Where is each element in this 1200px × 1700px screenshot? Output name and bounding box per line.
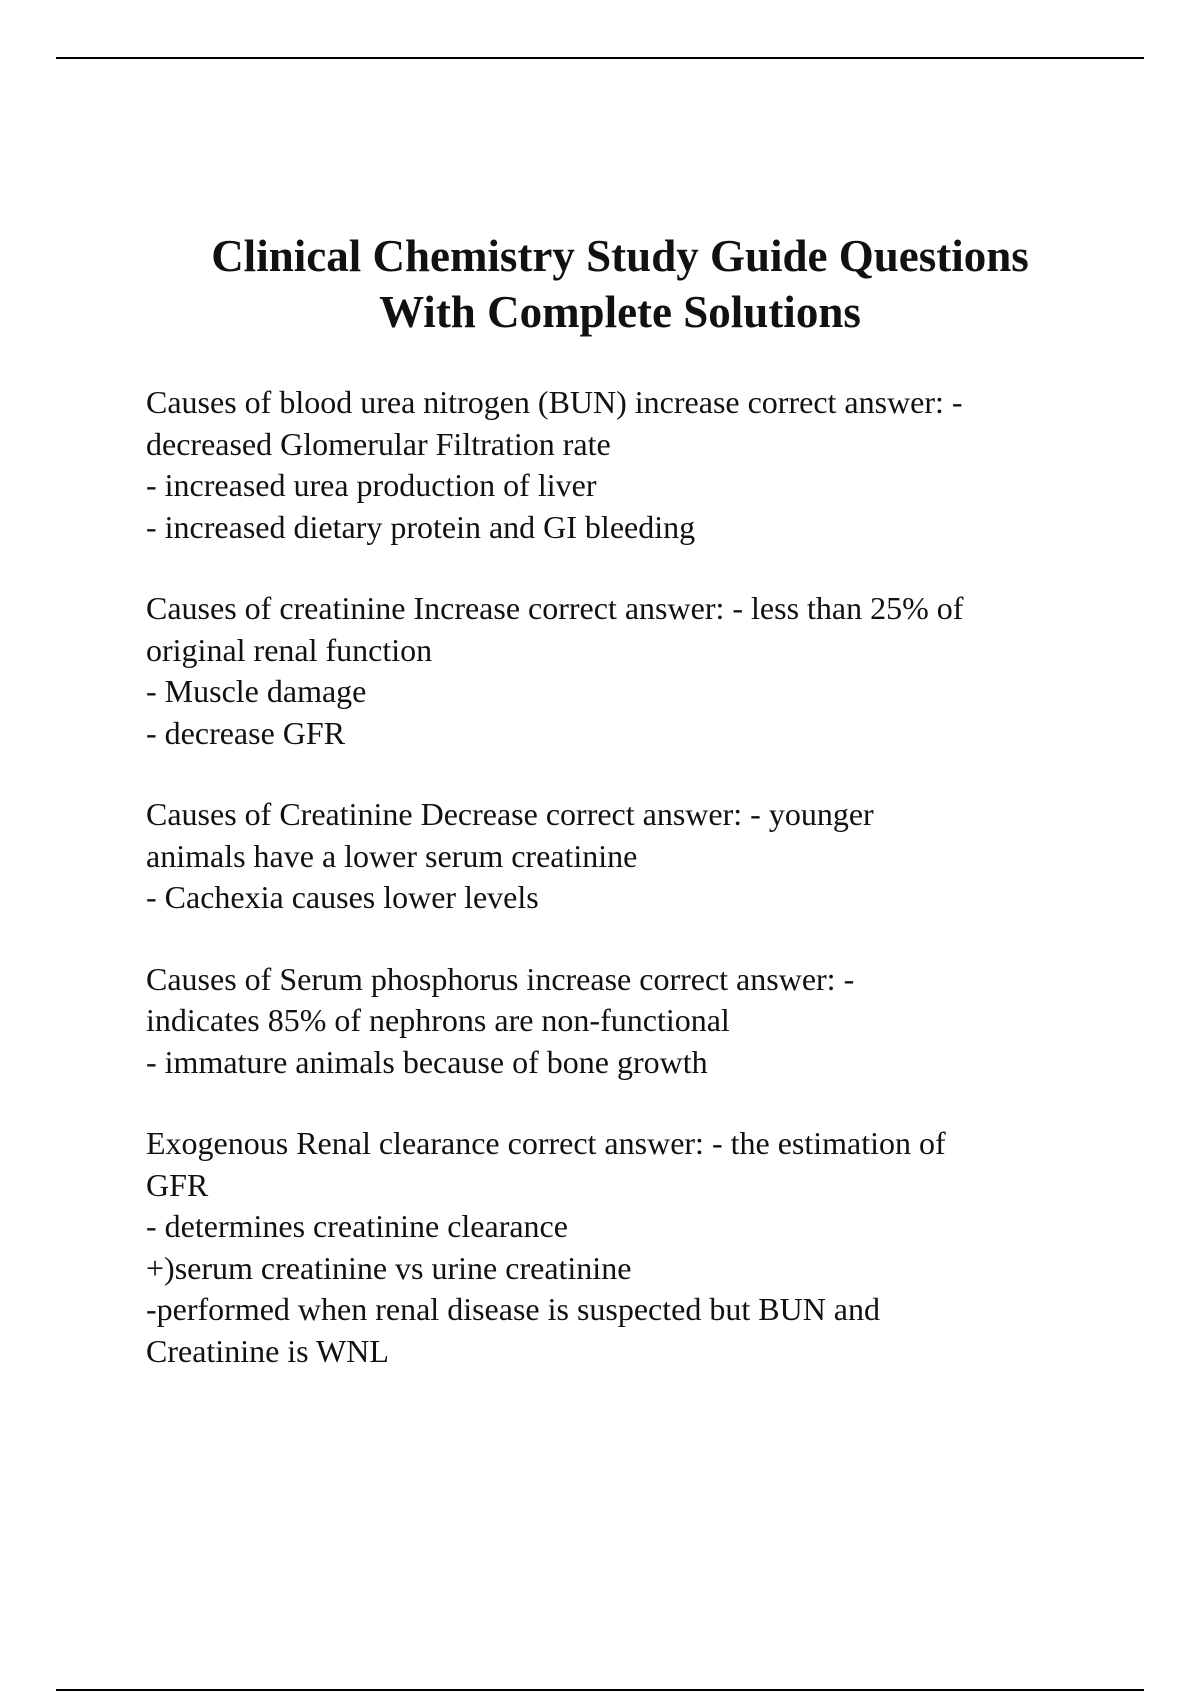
qa-line: Exogenous Renal clearance correct answer: - the estimation of	[146, 1125, 946, 1161]
qa-line: Causes of Creatinine Decrease correct answer: - younger	[146, 796, 874, 832]
title-line-1: Clinical Chemistry Study Guide Questions	[211, 231, 1029, 281]
document-title	[120, 228, 1120, 340]
qa-line: original renal function	[146, 631, 433, 668]
qa-line: Causes of blood urea nitrogen (BUN) increase correct answer: -	[146, 384, 963, 420]
qa-entry-creatinine-increase	[146, 588, 1106, 754]
qa-line: +)serum creatinine vs urine creatinine	[146, 1249, 632, 1286]
qa-line: Creatinine is WNL	[146, 1332, 389, 1369]
qa-line: GFR	[146, 1166, 209, 1203]
qa-entry-bun-increase	[146, 382, 1106, 548]
qa-entry-phosphorus-increase	[146, 959, 1106, 1084]
bottom-divider	[56, 1689, 1144, 1691]
qa-line: Causes of creatinine Increase correct answer: - less than 25% of	[146, 590, 964, 626]
qa-line: - Cachexia causes lower levels	[146, 879, 539, 915]
qa-line: - determines creatinine clearance	[146, 1208, 568, 1244]
qa-line: - increased urea production of liver	[146, 467, 597, 503]
qa-line: - Muscle damage	[146, 673, 367, 709]
qa-line: Causes of Serum phosphorus increase correct answer: -	[146, 960, 855, 997]
qa-line: - decrease GFR	[146, 714, 346, 751]
title-line-2: With Complete Solutions	[379, 287, 861, 337]
qa-entry-creatinine-decrease	[146, 794, 1106, 919]
top-divider	[56, 57, 1144, 59]
qa-line: decreased Glomerular Filtration rate	[146, 425, 611, 462]
qa-entry-renal-clearance	[146, 1123, 1106, 1372]
qa-line: indicates 85% of nephrons are non-functional	[146, 1002, 730, 1038]
qa-list	[146, 382, 1106, 1412]
qa-line: - increased dietary protein and GI bleeding	[146, 508, 696, 545]
qa-line: animals have a lower serum creatinine	[146, 837, 638, 874]
qa-line: - immature animals because of bone growth	[146, 1043, 708, 1080]
qa-line: -performed when renal disease is suspected but BUN and	[146, 1291, 880, 1327]
